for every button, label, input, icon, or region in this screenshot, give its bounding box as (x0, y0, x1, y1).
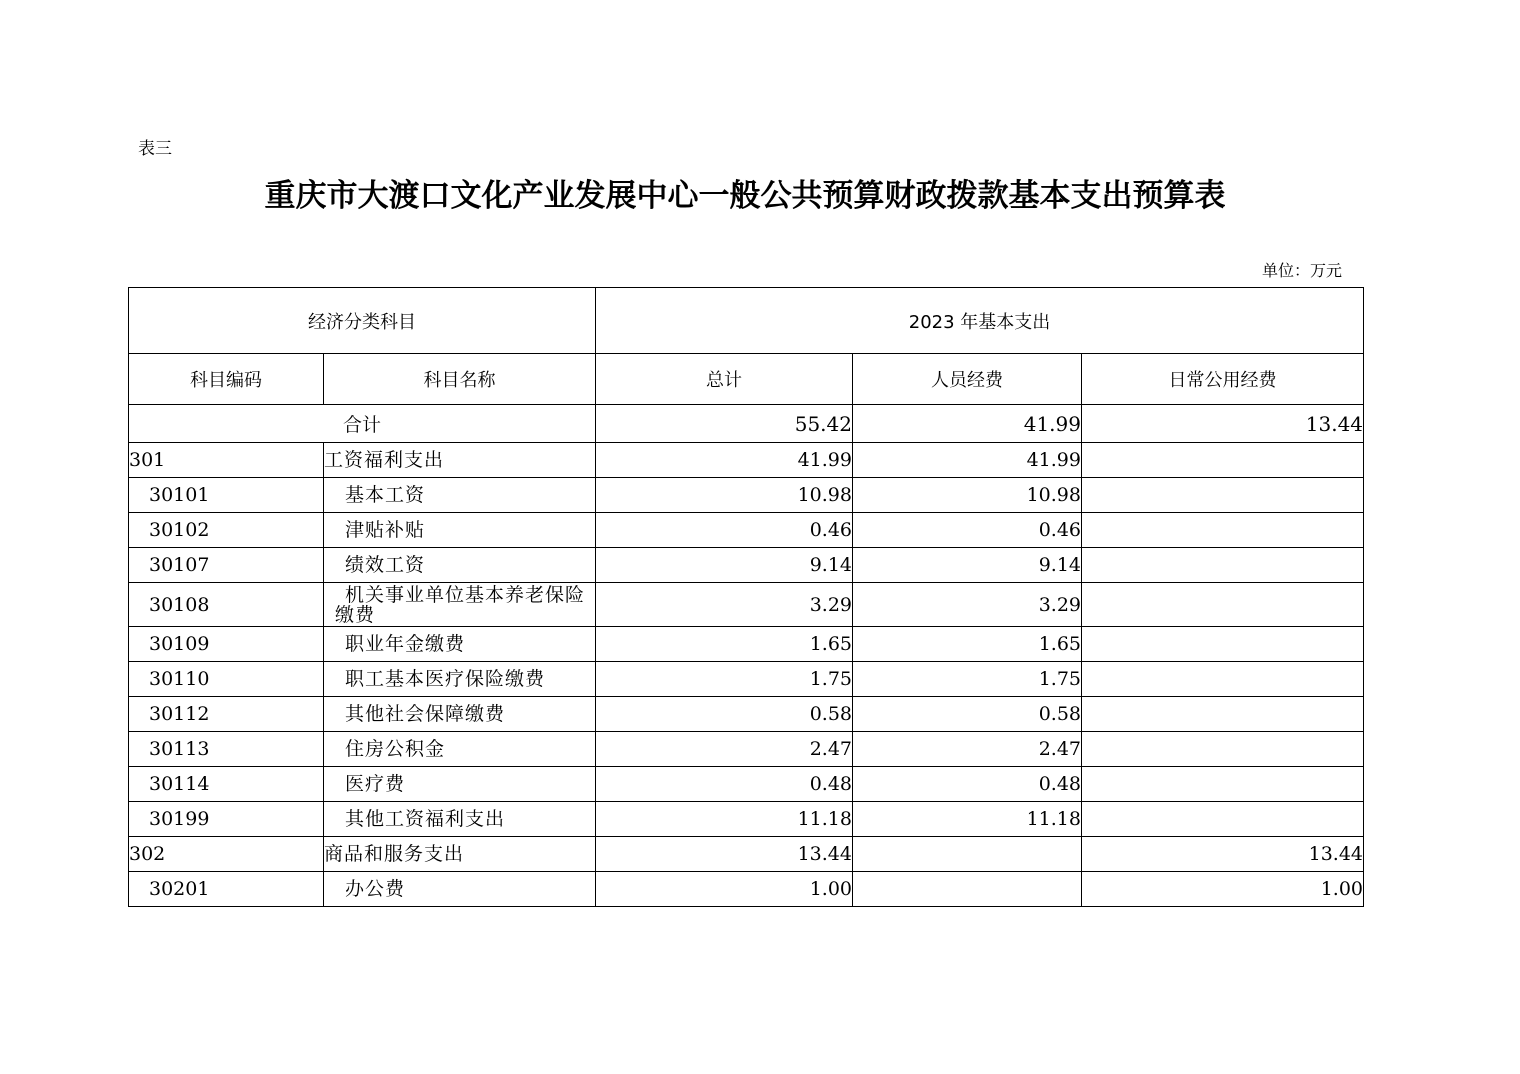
row-name: 办公费 (324, 872, 596, 907)
table-row (129, 837, 1364, 872)
total-personnel: 41.99 (853, 405, 1082, 443)
row-code: 30201 (129, 872, 324, 907)
header-public: 日常公用经费 (1082, 354, 1364, 405)
row-public (1082, 662, 1364, 697)
total-public: 13.44 (1082, 405, 1364, 443)
table-row (129, 662, 1364, 697)
row-public (1082, 548, 1364, 583)
row-public (1082, 478, 1364, 513)
table-row (129, 513, 1364, 548)
row-name: 医疗费 (324, 767, 596, 802)
table-row (129, 697, 1364, 732)
row-public (1082, 802, 1364, 837)
row-total: 2.47 (596, 732, 853, 767)
row-personnel: 0.48 (853, 767, 1082, 802)
row-total: 9.14 (596, 548, 853, 583)
total-row (129, 405, 1364, 443)
total-total: 55.42 (596, 405, 853, 443)
row-public (1082, 583, 1364, 627)
table-row (129, 802, 1364, 837)
row-code: 30114 (129, 767, 324, 802)
row-public (1082, 732, 1364, 767)
total-label: 合计 (129, 405, 596, 443)
row-total: 13.44 (596, 837, 853, 872)
table-row (129, 767, 1364, 802)
row-total: 10.98 (596, 478, 853, 513)
row-public: 1.00 (1082, 872, 1364, 907)
row-personnel: 10.98 (853, 478, 1082, 513)
row-personnel (853, 872, 1082, 907)
row-personnel: 1.75 (853, 662, 1082, 697)
row-personnel: 0.58 (853, 697, 1082, 732)
table-row (129, 872, 1364, 907)
row-name: 机关事业单位基本养老保险缴费 (324, 583, 596, 627)
row-public: 13.44 (1082, 837, 1364, 872)
row-personnel (853, 837, 1082, 872)
row-name: 基本工资 (324, 478, 596, 513)
row-name: 商品和服务支出 (324, 837, 596, 872)
table-row (129, 478, 1364, 513)
header-code: 科目编码 (129, 354, 324, 405)
row-name: 职业年金缴费 (324, 627, 596, 662)
row-total: 3.29 (596, 583, 853, 627)
row-total: 1.75 (596, 662, 853, 697)
document-title: 重庆市大渡口文化产业发展中心一般公共预算财政拨款基本支出预算表 (264, 178, 1226, 214)
row-code: 302 (129, 837, 324, 872)
row-total: 1.65 (596, 627, 853, 662)
row-name: 津贴补贴 (324, 513, 596, 548)
table-row (129, 548, 1364, 583)
row-public (1082, 627, 1364, 662)
table-row (129, 627, 1364, 662)
row-code: 30199 (129, 802, 324, 837)
document-label: 表三 (138, 139, 172, 159)
row-code: 30109 (129, 627, 324, 662)
header-total: 总计 (596, 354, 853, 405)
row-code: 30110 (129, 662, 324, 697)
unit-label: 单位：万元 (1262, 261, 1343, 280)
row-personnel: 11.18 (853, 802, 1082, 837)
row-code: 30107 (129, 548, 324, 583)
header-category: 经济分类科目 (129, 288, 596, 354)
row-name: 绩效工资 (324, 548, 596, 583)
row-name: 其他社会保障缴费 (324, 697, 596, 732)
table-row (129, 732, 1364, 767)
row-public (1082, 767, 1364, 802)
header-row-1 (129, 288, 1364, 354)
row-total: 11.18 (596, 802, 853, 837)
row-code: 301 (129, 443, 324, 478)
row-personnel: 2.47 (853, 732, 1082, 767)
header-personnel: 人员经费 (853, 354, 1082, 405)
row-name: 职工基本医疗保险缴费 (324, 662, 596, 697)
row-code: 30108 (129, 583, 324, 627)
table-row (129, 443, 1364, 478)
row-public (1082, 513, 1364, 548)
row-total: 1.00 (596, 872, 853, 907)
row-name: 工资福利支出 (324, 443, 596, 478)
row-total: 0.46 (596, 513, 853, 548)
header-year-expense: 2023 年基本支出 (596, 288, 1364, 354)
row-personnel: 3.29 (853, 583, 1082, 627)
budget-table (128, 287, 1364, 907)
row-code: 30112 (129, 697, 324, 732)
row-personnel: 41.99 (853, 443, 1082, 478)
row-personnel: 0.46 (853, 513, 1082, 548)
row-code: 30102 (129, 513, 324, 548)
row-personnel: 9.14 (853, 548, 1082, 583)
header-name: 科目名称 (324, 354, 596, 405)
table-row (129, 583, 1364, 627)
row-total: 0.48 (596, 767, 853, 802)
row-public (1082, 443, 1364, 478)
row-total: 41.99 (596, 443, 853, 478)
row-public (1082, 697, 1364, 732)
row-total: 0.58 (596, 697, 853, 732)
row-personnel: 1.65 (853, 627, 1082, 662)
row-code: 30113 (129, 732, 324, 767)
header-row-2 (129, 354, 1364, 405)
row-name: 住房公积金 (324, 732, 596, 767)
row-name: 其他工资福利支出 (324, 802, 596, 837)
row-code: 30101 (129, 478, 324, 513)
